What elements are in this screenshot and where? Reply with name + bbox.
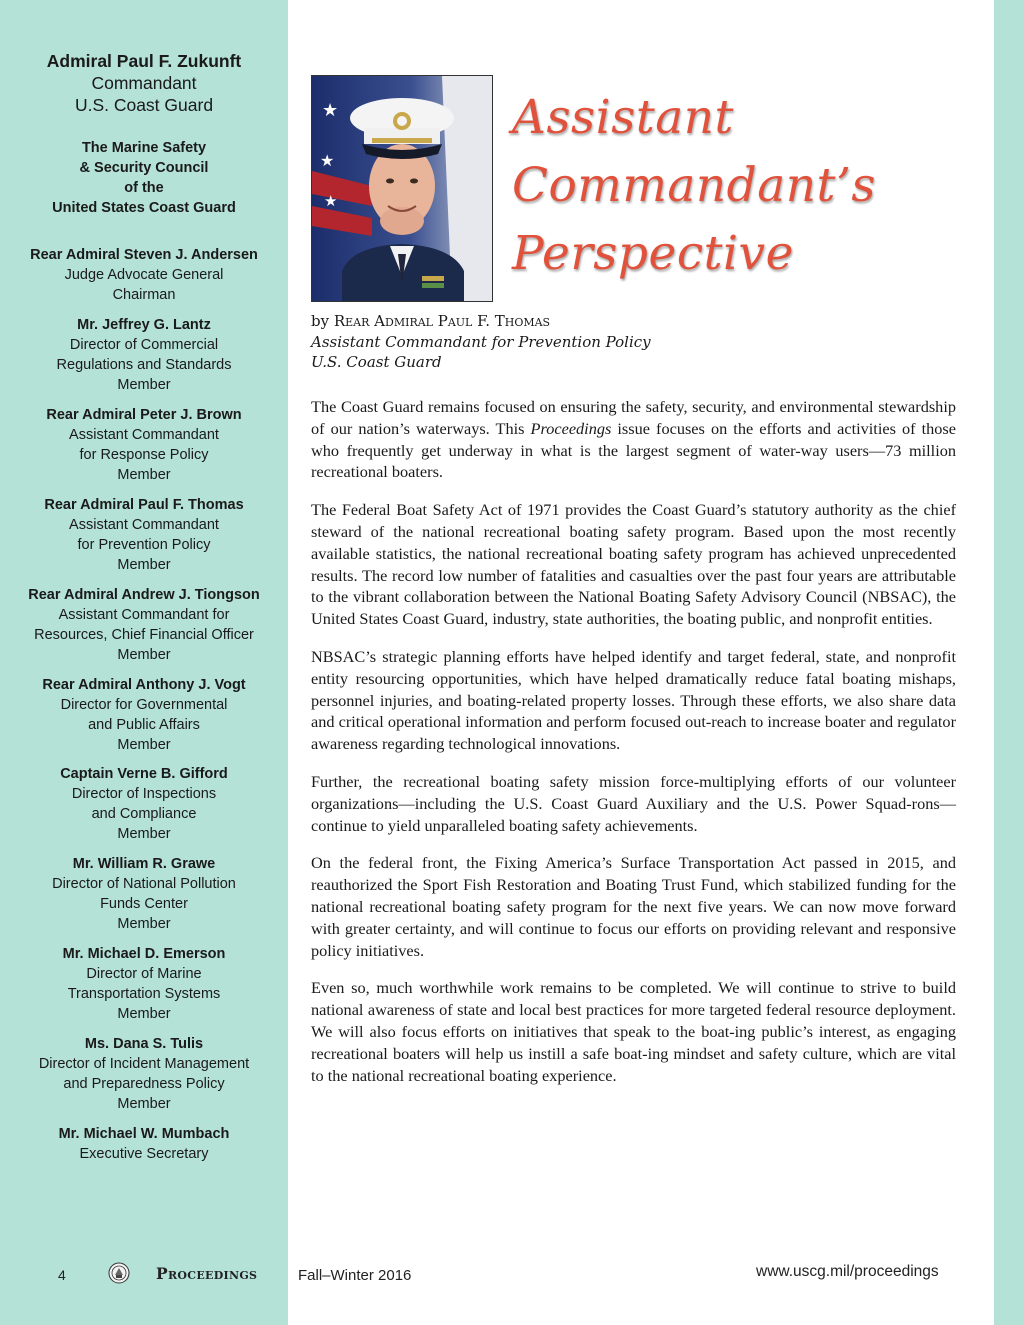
website-url: www.uscg.mil/proceedings [756,1263,939,1280]
coast-guard-seal-icon [108,1262,130,1284]
paragraph-6: Even so, much worthwhile work remains to be completed. We will continue to strive to build national awareness of state and local best practices for more targeted federal resource deployment. We will also focus efforts on initiatives that speak to the boat-ing public’s interest, as engaging recreational boaters will help us instill a safe boat-ing mindset and safety culture, which are vital to the national recreational boating experience. [311,978,956,1085]
member-name: Mr. Michael W. Mumbach [58,1126,230,1142]
member-role: Director of Inspections [71,786,217,802]
author-title: Assistant Commandant for Prevention Policy [311,332,651,351]
council-line: of the [124,180,164,196]
member-name: Rear Admiral Andrew J. Tiongson [28,587,260,603]
svg-text:★: ★ [320,151,335,170]
author-org: U.S. Coast Guard [311,353,442,371]
member-role: for Response Policy [79,447,209,463]
member-role: Assistant Commandant [69,427,219,443]
member-role: and Compliance [91,806,197,822]
member-role: Director of Marine [86,966,202,982]
member-role: and Public Affairs [88,717,200,733]
member-role: Member [117,377,171,393]
council-heading [0,138,288,218]
issue-date: Fall–Winter 2016 [298,1267,412,1284]
member-name: Ms. Dana S. Tulis [84,1036,204,1052]
commandant-name: Admiral Paul F. Zukunft [46,51,242,71]
member-role: Resources, Chief Financial Officer [34,627,254,643]
member-gifford [0,764,288,844]
member-role: Regulations and Standards [56,357,232,373]
member-name: Rear Admiral Anthony J. Vogt [42,677,246,693]
member-role: Member [117,916,171,932]
author-name: Rear Admiral Paul F. Thomas [333,312,551,330]
council-line: The Marine Safety [81,140,207,156]
member-role: Member [117,1006,171,1022]
portrait-image [312,76,492,301]
member-role: Member [117,557,171,573]
member-role: Member [117,647,171,663]
member-tulis [0,1034,288,1114]
member-emerson [0,944,288,1024]
member-role: Director of Commercial [69,337,219,353]
article-body [311,396,956,1102]
member-name: Mr. Jeffrey G. Lantz [77,317,211,333]
page-number: 4 [58,1267,66,1283]
member-andersen [0,245,288,305]
member-role: Member [117,467,171,483]
member-role: Assistant Commandant for [58,607,230,623]
member-role: Funds Center [100,896,188,912]
member-role: Member [117,826,171,842]
right-margin-band [994,0,1024,1325]
member-role: Member [117,737,171,753]
member-thomas [0,495,288,575]
council-line: & Security Council [79,160,209,176]
member-name: Mr. William R. Grawe [72,856,216,872]
member-grawe [0,854,288,934]
member-name: Mr. Michael D. Emerson [62,946,226,962]
member-lantz [0,315,288,395]
member-role: for Prevention Policy [77,537,211,553]
svg-text:★: ★ [322,100,339,121]
svg-text:★: ★ [324,192,338,210]
member-name: Captain Verne B. Gifford [60,766,228,782]
paragraph-4: Further, the recreational boating safety mission force-multiplying efforts of our volunteer organizations—including the U.S. Coast Guard Auxiliary and the U.S. Power Squad-rons—continue to yield unparalleled boating safety achievements. [311,771,956,835]
member-role: Judge Advocate General [64,267,224,283]
paragraph-1: The Coast Guard remains focused on ensuring the safety, security, and environmental stewardship of our nation’s waterways. This Proceedings issue focuses on the efforts and activities of those who frequently get underway in what is the largest segment of water-way users—73 million recreational boaters. [311,397,956,482]
byline-prefix: by [311,312,330,330]
commandant-title: Commandant [91,73,197,93]
title-line: Assistant [512,90,734,145]
author-portrait [311,75,493,302]
title-line: Commandant’s [512,158,877,213]
member-vogt [0,675,288,755]
paragraph-2: The Federal Boat Safety Act of 1971 provides the Coast Guard’s statutory authority as the chief steward of the national recreational boating safety program. Based upon the most recently available statistics, the national recreational boating safety program has achieved unprecedented results. The record low number of fatalities and casualties over the past four years are attributable to the vibrant collaboration between the National Boating Safety Advisory Council (NBSAC), the United States Coast Guard, industry, state authorities, the boating public, and nonprofit entities. [311,500,956,629]
member-name: Rear Admiral Steven J. Andersen [30,247,258,263]
member-role: and Preparedness Policy [63,1076,225,1092]
member-role: Director for Governmental [60,697,228,713]
title-line: Perspective [512,226,794,281]
member-role: Chairman [112,287,176,303]
member-role: Director of National Pollution [52,876,236,892]
member-name: Rear Admiral Paul F. Thomas [44,497,244,513]
member-role: Transportation Systems [67,986,221,1002]
member-tiongson [0,585,288,665]
publication-italic: Proceedings [530,418,612,438]
member-role: Member [117,1096,171,1112]
member-name: Rear Admiral Peter J. Brown [46,407,242,423]
paragraph-5: On the federal front, the Fixing America’s Surface Transportation Act passed in 2015, and reauthorized the Sport Fish Restoration and Boating Trust Fund, which stabilized funding for the national recreational boating safety program for the next five years. We can now move forward with greater certainty, and will continue to focus our efforts on providing relevant and responsive policy initiatives. [311,853,956,960]
member-role: Director of Incident Management [38,1056,250,1072]
byline [311,311,651,373]
member-mumbach [0,1124,288,1164]
member-brown [0,405,288,485]
council-line: United States Coast Guard [52,200,236,216]
publication-name: Proceedings [156,1264,258,1283]
member-role: Executive Secretary [79,1146,209,1162]
commandant-org: U.S. Coast Guard [74,95,214,115]
member-role: Assistant Commandant [69,517,219,533]
paragraph-3: NBSAC’s strategic planning efforts have helped identify and target federal, state, and nonprofit entity resourcing opportunities, which have helped dramatically reduce fatal boating mishaps, personnel injuries, and boating-related property losses. Through these efforts, we also share data and critical operational information and perform focused out-reach to increase boater and regulator awareness regarding technological innovations. [311,646,956,754]
commandant-block [0,50,288,116]
article-title [512,84,876,288]
